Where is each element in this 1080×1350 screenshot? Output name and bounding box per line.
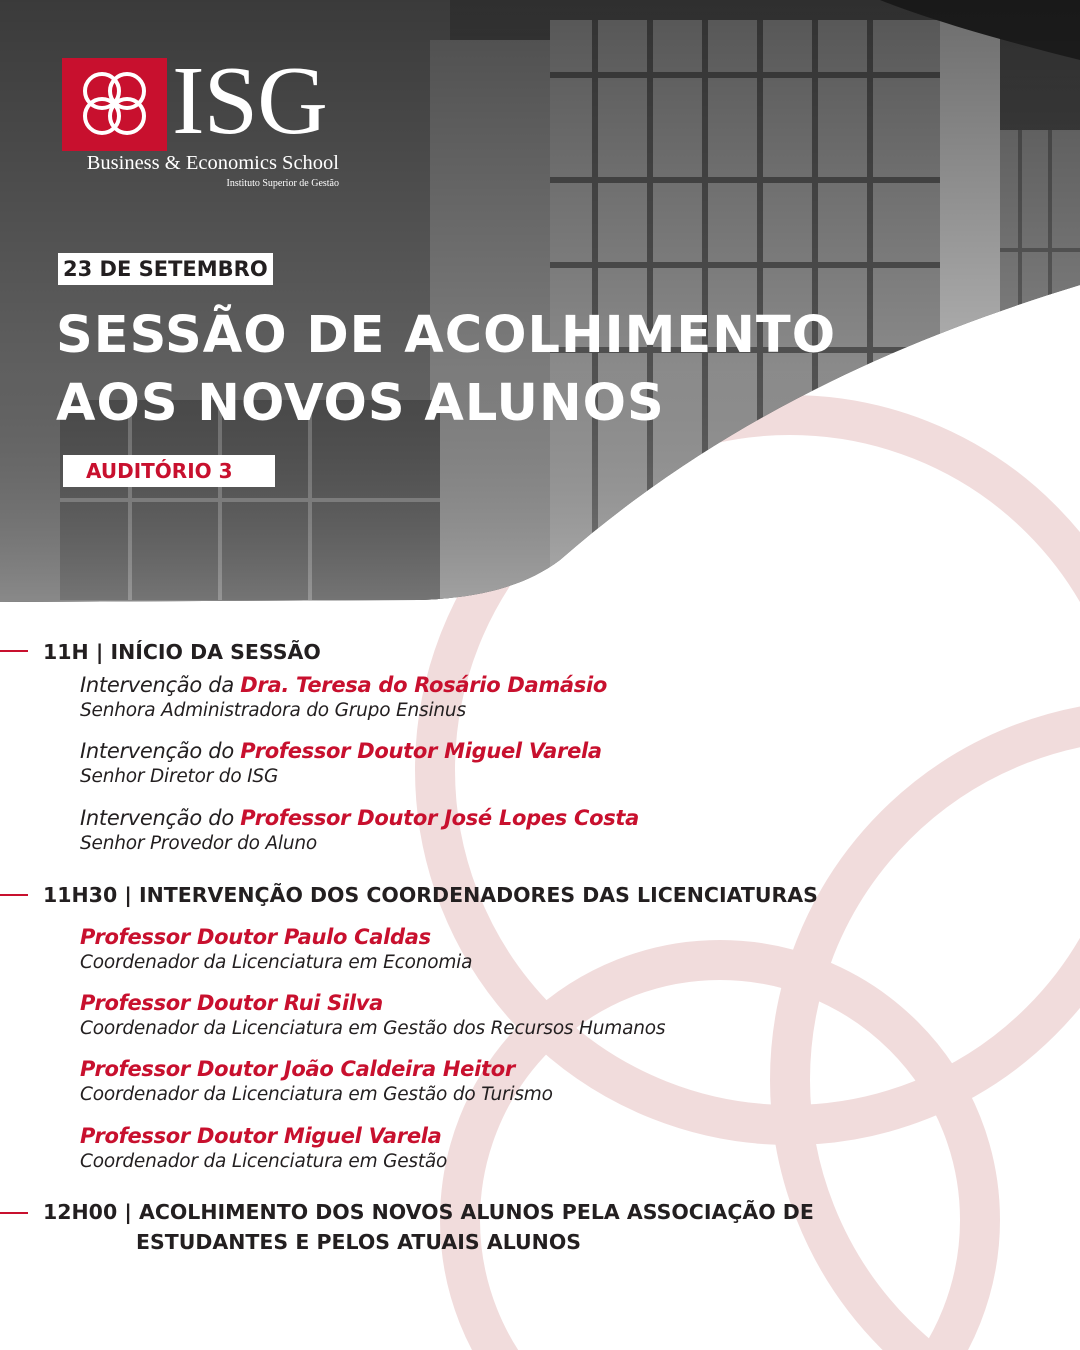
logo-emblem (62, 58, 167, 151)
item-prefix: Intervenção do (80, 806, 241, 830)
program-item (80, 1056, 553, 1107)
speaker-role: Coordenador da Licenciatura em Gestão (80, 1151, 448, 1172)
venue-label: AUDITÓRIO 3 (86, 459, 233, 483)
event-title-line-2: AOS NOVOS ALUNOS (56, 374, 665, 433)
speaker-name: Professor Doutor José Lopes Costa (240, 806, 640, 830)
item-prefix: Intervenção da (80, 673, 241, 697)
speaker-name: Professor Doutor Miguel Varela (80, 1124, 442, 1148)
speaker-name: Professor Doutor João Caldeira Heitor (80, 1057, 515, 1081)
speaker-role: Coordenador da Licenciatura em Economia (80, 952, 473, 973)
program-item (80, 738, 602, 789)
program-item (80, 805, 639, 856)
logo-tagline: Business & Economics School (86, 152, 339, 174)
speaker-role: Coordenador da Licenciatura em Gestão do Turismo (80, 1084, 553, 1105)
speaker-role: Coordenador da Licenciatura em Gestão dos Recursos Humanos (80, 1018, 666, 1039)
section-heading-welcome-line-2: ESTUDANTES E PELOS ATUAIS ALUNOS (136, 1230, 582, 1254)
speaker-role: Senhor Provedor do Aluno (80, 833, 318, 854)
speaker-name: Professor Doutor Miguel Varela (240, 739, 602, 763)
item-prefix: Intervenção do (80, 739, 241, 763)
speaker-name: Professor Doutor Rui Silva (80, 991, 384, 1015)
program-item (80, 924, 472, 975)
section-heading-welcome (43, 1197, 814, 1257)
program-item (80, 1123, 447, 1174)
isg-logo (62, 47, 347, 198)
venue-badge (63, 455, 275, 487)
section-heading-coordinators: 11H30 | INTERVENÇÃO DOS COORDENADORES DAS LICENCIATURAS (43, 883, 818, 907)
program-item (80, 990, 665, 1041)
event-title-line-1: SESSÃO DE ACOLHIMENTO (56, 306, 837, 365)
logo-wordmark: ISG (172, 47, 327, 155)
program-item (80, 672, 607, 723)
section-heading-start: 11H | INÍCIO DA SESSÃO (43, 640, 321, 664)
quatrefoil-icon (62, 58, 167, 151)
event-title (56, 302, 836, 438)
section-marker (0, 650, 28, 652)
speaker-role: Senhora Administradora do Grupo Ensinus (80, 700, 466, 721)
event-date-badge: 23 DE SETEMBRO (58, 253, 273, 285)
logo-subtitle: Instituto Superior de Gestão (226, 178, 339, 189)
section-marker (0, 894, 28, 896)
speaker-name: Dra. Teresa do Rosário Damásio (240, 673, 608, 697)
section-heading-welcome-line-1: 12H00 | ACOLHIMENTO DOS NOVOS ALUNOS PELA ASSOCIAÇÃO DE (43, 1200, 814, 1224)
speaker-name: Professor Doutor Paulo Caldas (80, 925, 431, 949)
section-marker (0, 1212, 28, 1214)
speaker-role: Senhor Diretor do ISG (80, 766, 279, 787)
